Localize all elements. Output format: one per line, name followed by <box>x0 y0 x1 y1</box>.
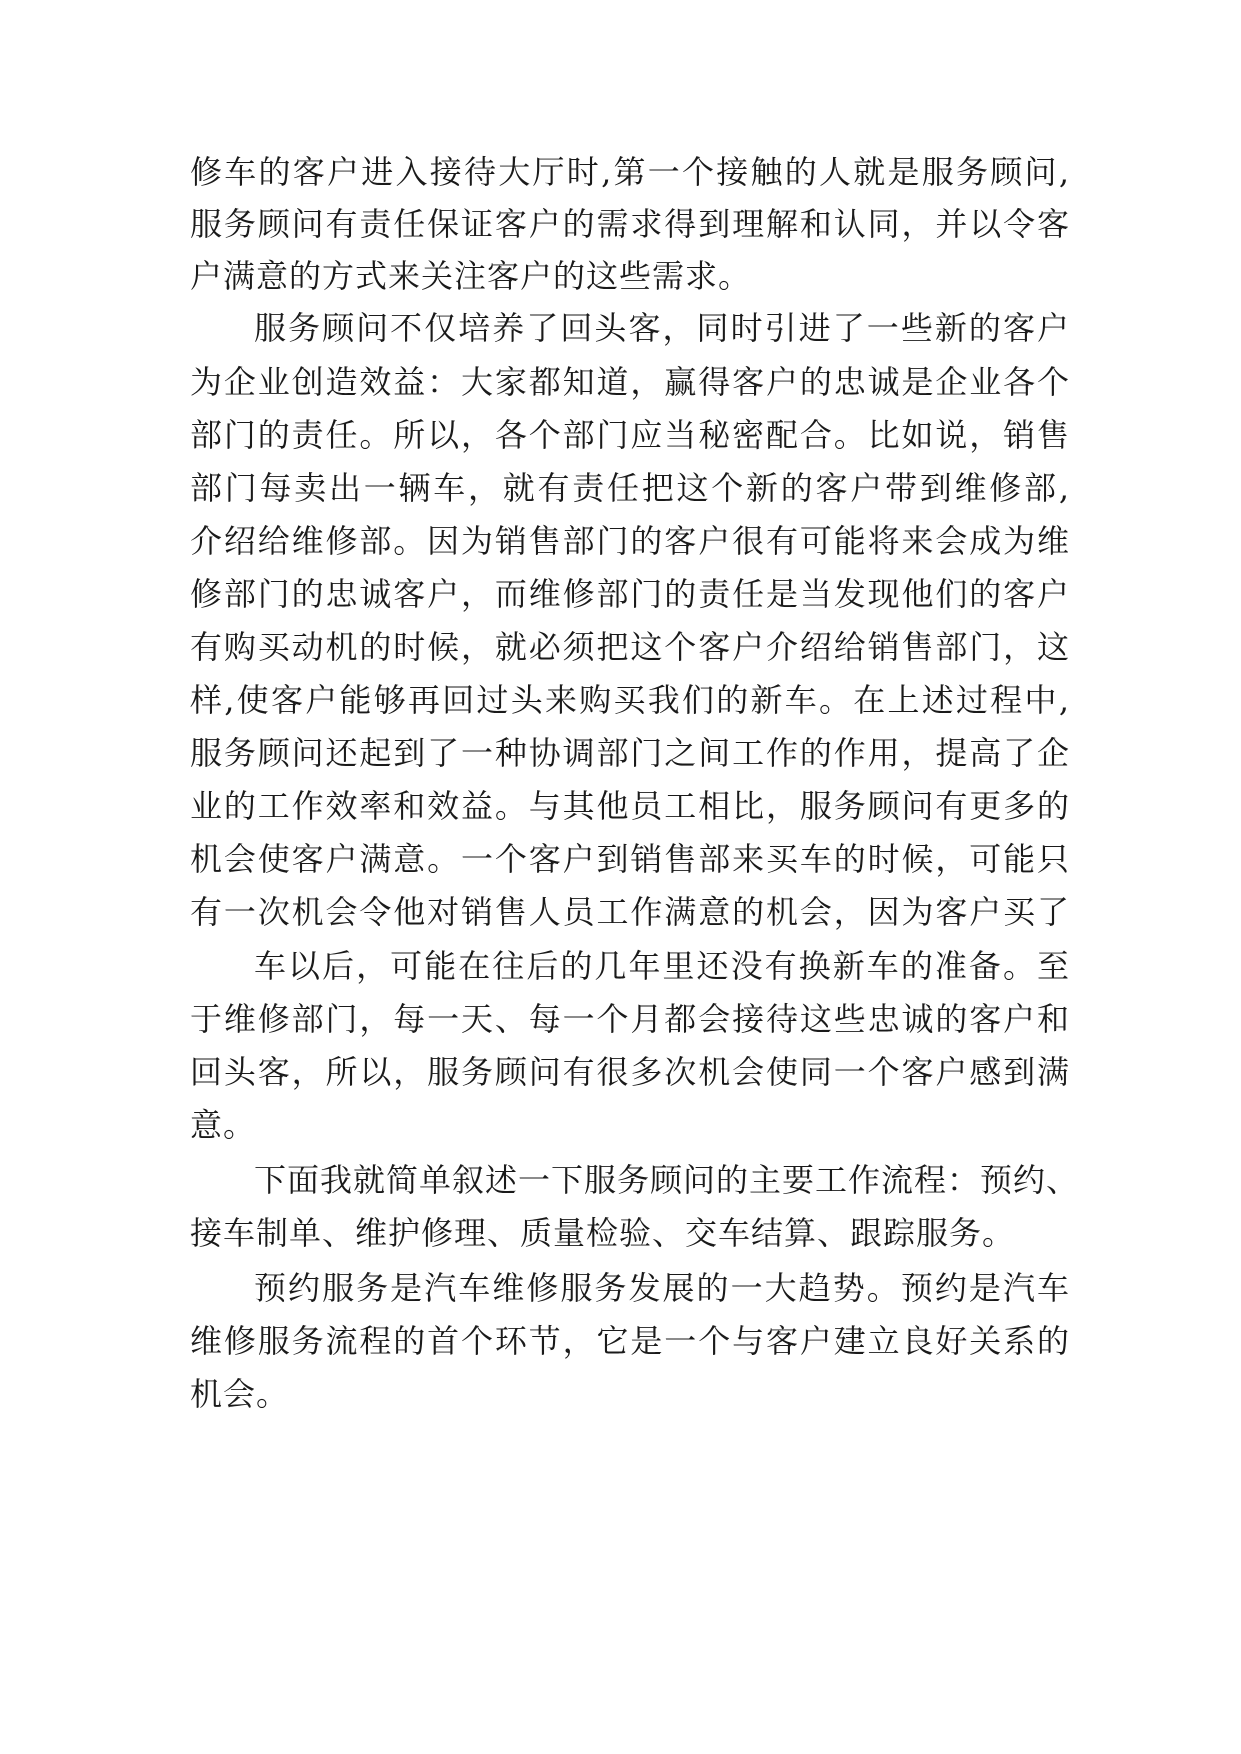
paragraph-first-line: 下面我就简单叙述一下服务顾问的主要工作流程：预约、 <box>254 1161 1080 1199</box>
text-line: 维修服务流程的首个环节，它是一个与客户建立良好关系的 <box>190 1322 1070 1360</box>
text-line: 服务顾问还起到了一种协调部门之间工作的作用，提高了企 <box>190 734 1070 772</box>
text-line: 部门的责任。所以，各个部门应当秘密配合。比如说，销售 <box>190 416 1070 454</box>
text-line: 修部门的忠诚客户，而维修部门的责任是当发现他们的客户 <box>190 575 1070 613</box>
paragraph-first-line: 车以后，可能在往后的几年里还没有换新车的准备。至 <box>254 947 1070 985</box>
text-line: 介绍给维修部。因为销售部门的客户很有可能将来会成为维 <box>190 522 1070 560</box>
text-line: 意。 <box>190 1106 257 1144</box>
text-line: 于维修部门，每一天、每一个月都会接待这些忠诚的客户和 <box>190 1000 1070 1038</box>
text-line: 服务顾问有责任保证客户的需求得到理解和认同，并以令客 <box>190 205 1070 243</box>
text-line: 有购买动机的时候，就必须把这个客户介绍给销售部门，这 <box>190 628 1070 666</box>
text-line: 为企业创造效益：大家都知道，赢得客户的忠诚是企业各个 <box>190 363 1070 401</box>
text-line: 接车制单、维护修理、质量检验、交车结算、跟踪服务。 <box>190 1214 1016 1252</box>
text-line: 部门每卖出一辆车，就有责任把这个新的客户带到维修部, <box>190 469 1070 507</box>
text-line: 户满意的方式来关注客户的这些需求。 <box>190 257 752 295</box>
text-line: 回头客，所以，服务顾问有很多次机会使同一个客户感到满 <box>190 1053 1070 1091</box>
text-line: 有一次机会令他对销售人员工作满意的机会，因为客户买了 <box>190 893 1070 931</box>
text-line: 业的工作效率和效益。与其他员工相比，服务顾问有更多的 <box>190 787 1070 825</box>
text-line: 样,使客户能够再回过头来购买我们的新车。在上述过程中, <box>190 681 1070 719</box>
paragraph-first-line: 预约服务是汽车维修服务发展的一大趋势。预约是汽车 <box>254 1269 1070 1307</box>
text-line: 机会。 <box>190 1375 290 1413</box>
text-line: 机会使客户满意。一个客户到销售部来买车的时候，可能只 <box>190 840 1070 878</box>
text-line: 修车的客户进入接待大厅时,第一个接触的人就是服务顾问, <box>190 153 1070 191</box>
paragraph-first-line: 服务顾问不仅培养了回头客，同时引进了一些新的客户 <box>254 309 1070 347</box>
